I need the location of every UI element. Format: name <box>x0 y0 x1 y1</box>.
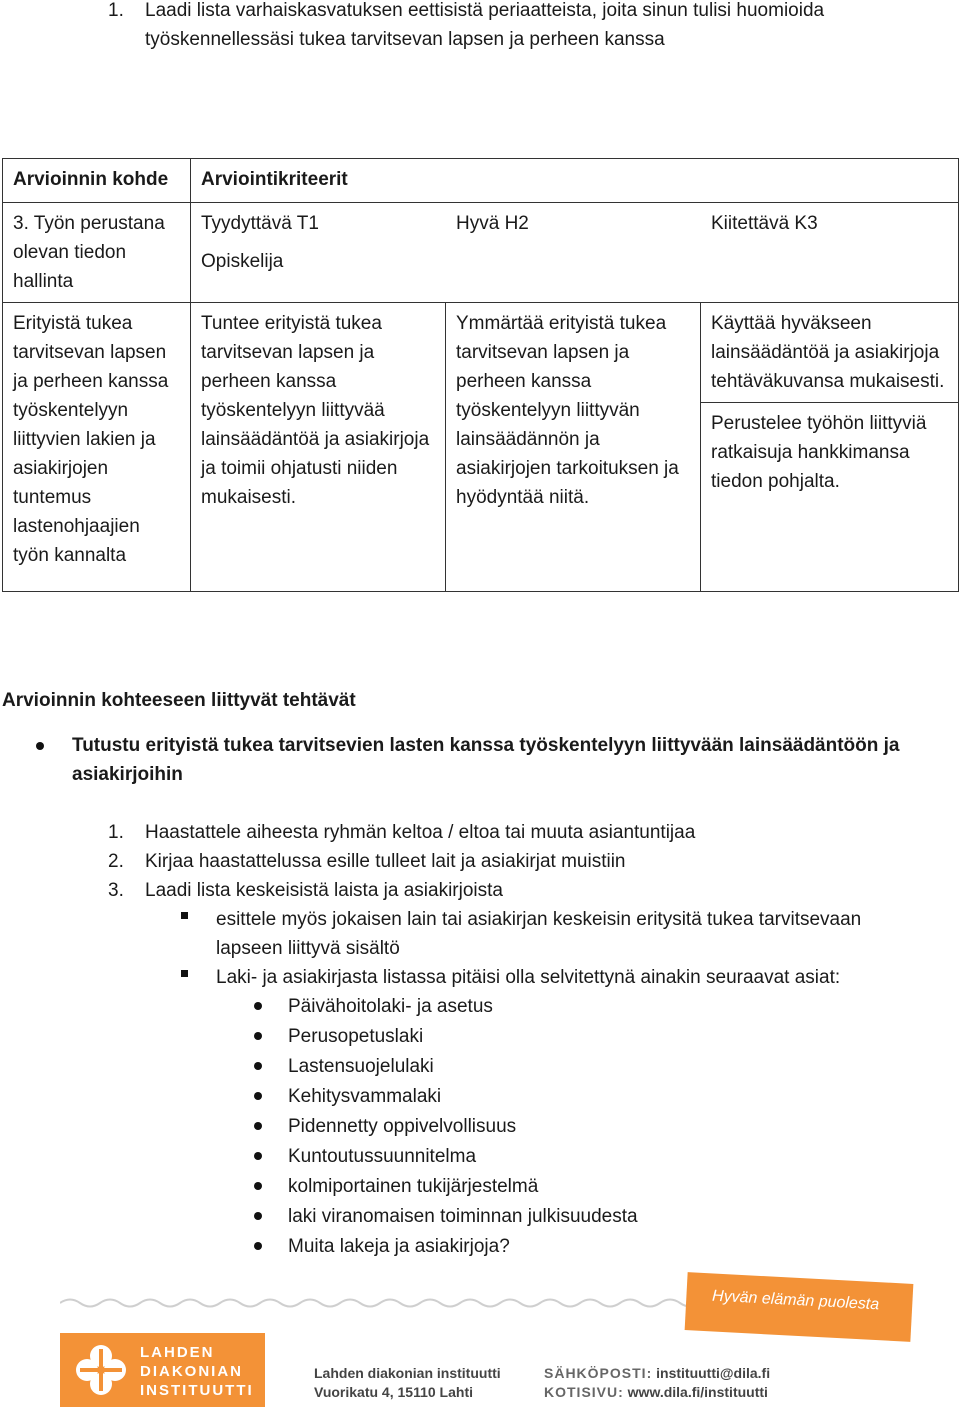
web-row <box>544 1383 768 1401</box>
table-body-row <box>3 303 959 592</box>
law-item: Päivähoitolaki- ja asetus <box>288 996 493 1017</box>
level-h2: Hyvä H2 <box>456 213 529 234</box>
email-label: SÄHKÖPOSTI: <box>544 1365 653 1381</box>
law-item: Pidennetty oppivelvollisuus <box>288 1116 517 1137</box>
step-text: Haastattele aiheesta ryhmän keltoa / eltoa tai muuta asiantuntijaa <box>145 822 696 843</box>
level-cell <box>191 203 959 303</box>
square-bullet-icon <box>181 912 188 919</box>
bullet-icon <box>254 1122 262 1130</box>
step-text: Laadi lista keskeisistä laista ja asiakirjoista <box>145 880 503 901</box>
law-item: Perusopetuslaki <box>288 1026 424 1047</box>
bullet-icon <box>254 1062 262 1070</box>
logo-text <box>140 1343 254 1400</box>
logo-flower-icon <box>74 1343 128 1397</box>
criteria-k3-a: Käyttää hyväkseen lainsäädäntöä ja asiakirjoja tehtäväkuvansa mukaisesti. <box>711 313 945 392</box>
assessment-target-title: 3. Työn perustana olevan tiedon hallinta <box>3 203 191 303</box>
criteria-k3-b: Perustelee työhön liittyviä ratkaisuja hankkimansa tiedon pohjalta. <box>701 402 958 496</box>
email-row <box>544 1364 770 1382</box>
bullet-icon <box>254 1152 262 1160</box>
bullet-icon <box>36 742 44 750</box>
level-k3: Kiitettävä K3 <box>711 213 818 234</box>
bullet-icon <box>254 1212 262 1220</box>
table-header-row <box>3 159 959 203</box>
law-item: Kuntoutussuunnitelma <box>288 1146 477 1167</box>
level-t1: Tyydyttävä T1 <box>201 213 319 234</box>
sub-item-text: Laki- ja asiakirjasta listassa pitäisi olla selvitettynä ainakin seuraavat asiat: <box>216 967 841 988</box>
list-item-text: Laadi lista varhaiskasvatuksen eettisistä periaatteista, joita sinun tulisi huomioida työskennellessäsi tukea tarvitsevan lapsen ja perheen kanssa <box>145 0 825 50</box>
criteria-t1: Tuntee erityistä tukea tarvitsevan lapsen ja perheen kanssa työskentelyyn liittyvää lainsäädäntöä ja asiakirjoja ja toimii ohjatusti niiden mukaisesti. <box>191 303 446 592</box>
assessment-criteria-table <box>2 158 959 592</box>
table-level-row <box>3 203 959 303</box>
bullet-icon <box>254 1242 262 1250</box>
criteria-k3 <box>701 303 959 592</box>
bullet-icon <box>254 1092 262 1100</box>
step-number: 1. <box>108 822 124 843</box>
step-text: Kirjaa haastattelussa esille tulleet lait ja asiakirjat muistiin <box>145 851 626 872</box>
law-item: Muita lakeja ja asiakirjoja? <box>288 1236 510 1257</box>
org-name: Lahden diakonian instituutti <box>314 1365 501 1381</box>
org-address: Vuorikatu 4, 15110 Lahti <box>314 1384 473 1400</box>
web-link[interactable]: www.dila.fi/instituutti <box>627 1384 768 1400</box>
role-label: Opiskelija <box>201 251 284 272</box>
sub-item-text: esittele myös jokaisen lain tai asiakirjan keskeisin eritysitä tukea tarvitsevaan lapseen liittyvä sisältö <box>216 909 862 959</box>
law-item: kolmiportainen tukijärjestelmä <box>288 1176 539 1197</box>
step-number: 3. <box>108 880 124 901</box>
law-item: Kehitysvammalaki <box>288 1086 442 1107</box>
law-item: Lastensuojelulaki <box>288 1056 434 1077</box>
logo-line: DIAKONIAN <box>140 1363 243 1380</box>
slogan-text: Hyvän elämän puolesta <box>711 1287 880 1314</box>
tasks-intro: Tutustu erityistä tukea tarvitsevien lasten kanssa työskentelyyn liittyvään lainsäädäntöön ja asiakirjoihin <box>72 735 900 785</box>
target-description: Erityistä tukea tarvitsevan lapsen ja perheen kanssa työskentelyyn liittyvien lakien ja asiakirjojen tuntemus lastenohjaajien työn kannalta <box>3 303 191 592</box>
step-number: 2. <box>108 851 124 872</box>
bullet-icon <box>254 1182 262 1190</box>
logo-line: INSTITUUTTI <box>140 1382 254 1399</box>
tasks-heading: Arvioinnin kohteeseen liittyvät tehtävät <box>2 690 356 711</box>
bullet-icon <box>254 1002 262 1010</box>
header-assessment-criteria: Arviointikriteerit <box>191 159 959 203</box>
criteria-h2: Ymmärtää erityistä tukea tarvitsevan lapsen ja perheen kanssa työskentelyyn liittyvän lainsäädännön ja asiakirjojen tarkoituksen ja hyödyntää niitä. <box>446 303 701 592</box>
logo-line: LAHDEN <box>140 1344 215 1361</box>
header-assessment-target: Arvioinnin kohde <box>3 159 191 203</box>
list-number: 1. <box>108 0 124 21</box>
square-bullet-icon <box>181 970 188 977</box>
web-label: KOTISIVU: <box>544 1384 624 1400</box>
law-item: laki viranomaisen toiminnan julkisuudesta <box>288 1206 638 1227</box>
email-link[interactable]: instituutti@dila.fi <box>656 1365 771 1381</box>
bullet-icon <box>254 1032 262 1040</box>
